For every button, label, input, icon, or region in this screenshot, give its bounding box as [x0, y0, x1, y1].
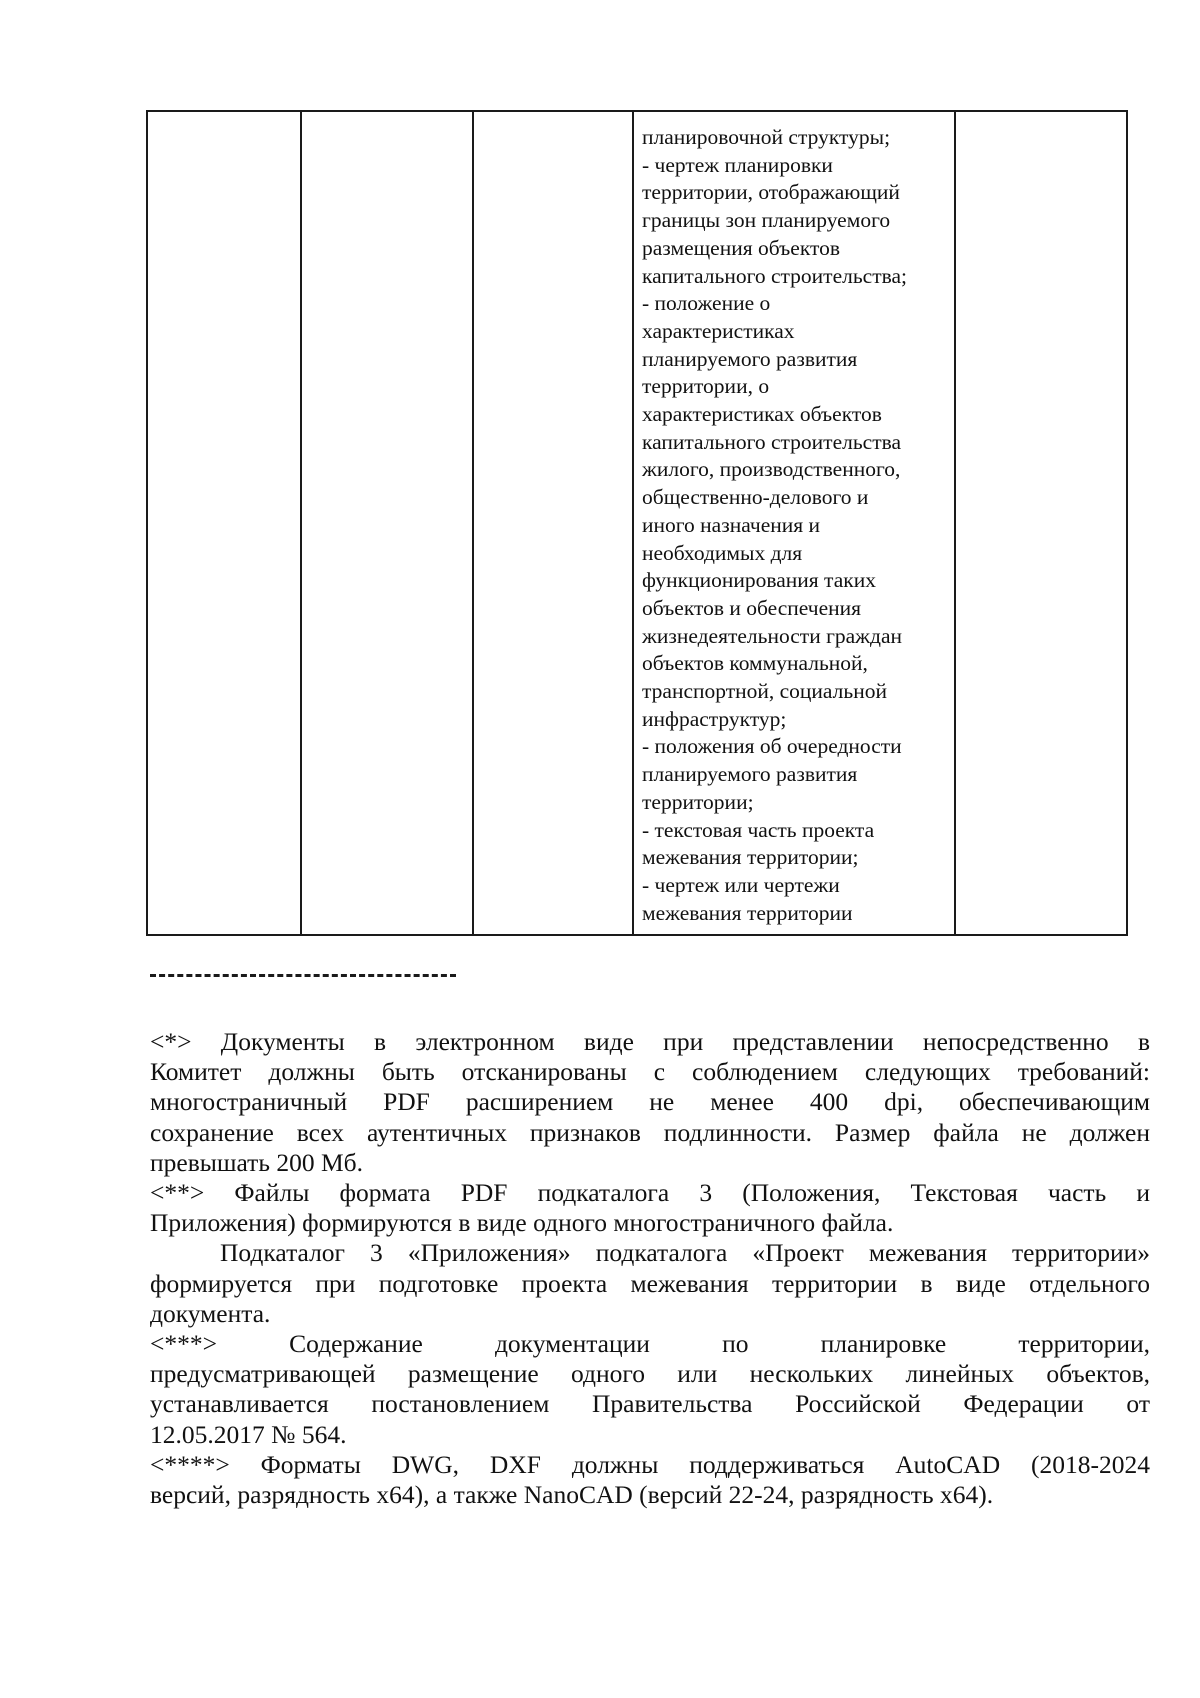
cell-line: необходимых для — [642, 540, 803, 565]
footnote-line: Подкаталог 3 «Приложения» подкаталога «Проект межевания территории» — [220, 1238, 1150, 1268]
cell-text — [634, 112, 954, 927]
cell-line: характеристиках — [642, 318, 795, 343]
cell-line: инфраструктур; — [642, 706, 787, 731]
cell-line: транспортной, социальной — [642, 679, 887, 704]
footnote-separator — [150, 974, 456, 977]
footnote-electronic-documents — [150, 1027, 1150, 1178]
cell-line: - положения об очередности — [642, 734, 902, 759]
cell-line: объектов и обеспечения — [642, 595, 862, 620]
footnote-line: устанавливается постановлением Правительства Российской Федерации от — [150, 1389, 1150, 1419]
footnote-line: превышать 200 Мб. — [150, 1147, 363, 1177]
footnote-line: Комитет должны быть отсканированы с соблюдением следующих требований: — [150, 1057, 1150, 1087]
cell-line: - текстовая часть проекта — [642, 817, 875, 842]
footnote-line: предусматривающей размещение одного или нескольких линейных объектов, — [150, 1359, 1150, 1389]
cell-line: функционирования таких — [642, 568, 876, 593]
cell-line: размещения объектов — [642, 235, 840, 260]
footnote-subcatalog — [150, 1238, 1150, 1329]
cell-line: межевания территории; — [642, 845, 859, 870]
footnote-line: <*> Документы в электронном виде при представлении непосредственно в — [150, 1027, 1150, 1056]
cell-line: объектов коммунальной, — [642, 651, 868, 676]
footnote-line: версий, разрядность х64), а также NanoCAD (версий 22-24, разрядность х64). — [150, 1480, 994, 1510]
footnote-line: многостраничный PDF расширением не менее 400 dpi, обеспечивающим — [150, 1087, 1150, 1117]
requirements-table — [146, 110, 1128, 936]
cell-line: капитального строительства; — [642, 263, 907, 288]
footnote-line: документа. — [150, 1298, 271, 1328]
cell-line: территории, о — [642, 374, 770, 399]
footnote-line: Приложения) формируются в виде одного многостраничного файла. — [150, 1208, 894, 1238]
cell-line: - чертеж или чертежи — [642, 872, 840, 897]
footnote-line: <****> Форматы DWG, DXF должны поддерживаться AutoCAD (2018-2024 — [150, 1449, 1150, 1479]
footnote-documentation-content — [150, 1329, 1150, 1450]
cell-line: жизнедеятельности граждан — [642, 623, 903, 648]
cell-line: межевания территории — [642, 900, 853, 925]
table-cell-col3 — [473, 111, 633, 935]
footnote-line: сохранение всех аутентичных признаков подлинности. Размер файла не должен — [150, 1117, 1150, 1147]
footnote-formats — [150, 1450, 1150, 1510]
table-cell-col2 — [301, 111, 473, 935]
cell-line: планировочной структуры; — [642, 125, 891, 149]
cell-line: территории, отображающий — [642, 180, 900, 205]
cell-line: - чертеж планировки — [642, 152, 833, 177]
footnote-line: <**> Файлы формата PDF подкаталога 3 (Положения, Текстовая часть и — [150, 1178, 1150, 1208]
cell-line: капитального строительства — [642, 429, 902, 454]
footnote-line: формируется при подготовке проекта межевания территории в виде отдельного — [150, 1268, 1150, 1298]
cell-line: границы зон планируемого — [642, 208, 891, 233]
footnote-pdf-files — [150, 1178, 1150, 1238]
footnote-line: <***> Содержание документации по планировке территории, — [150, 1329, 1150, 1359]
cell-line: территории; — [642, 789, 754, 814]
cell-line: иного назначения и — [642, 512, 821, 537]
cell-line: общественно-делового и — [642, 485, 869, 510]
cell-line: планируемого развития — [642, 346, 858, 371]
footnote-line: 12.05.2017 № 564. — [150, 1419, 347, 1449]
cell-line: - положение о — [642, 291, 771, 316]
table-cell-col4 — [633, 111, 955, 935]
table-cell-col1 — [147, 111, 301, 935]
cell-line: характеристиках объектов — [642, 402, 882, 427]
cell-line: планируемого развития — [642, 762, 858, 787]
table-row — [147, 111, 1127, 935]
cell-line: жилого, производственного, — [642, 457, 901, 482]
footnotes — [150, 1027, 1150, 1510]
table-cell-col5 — [955, 111, 1127, 935]
